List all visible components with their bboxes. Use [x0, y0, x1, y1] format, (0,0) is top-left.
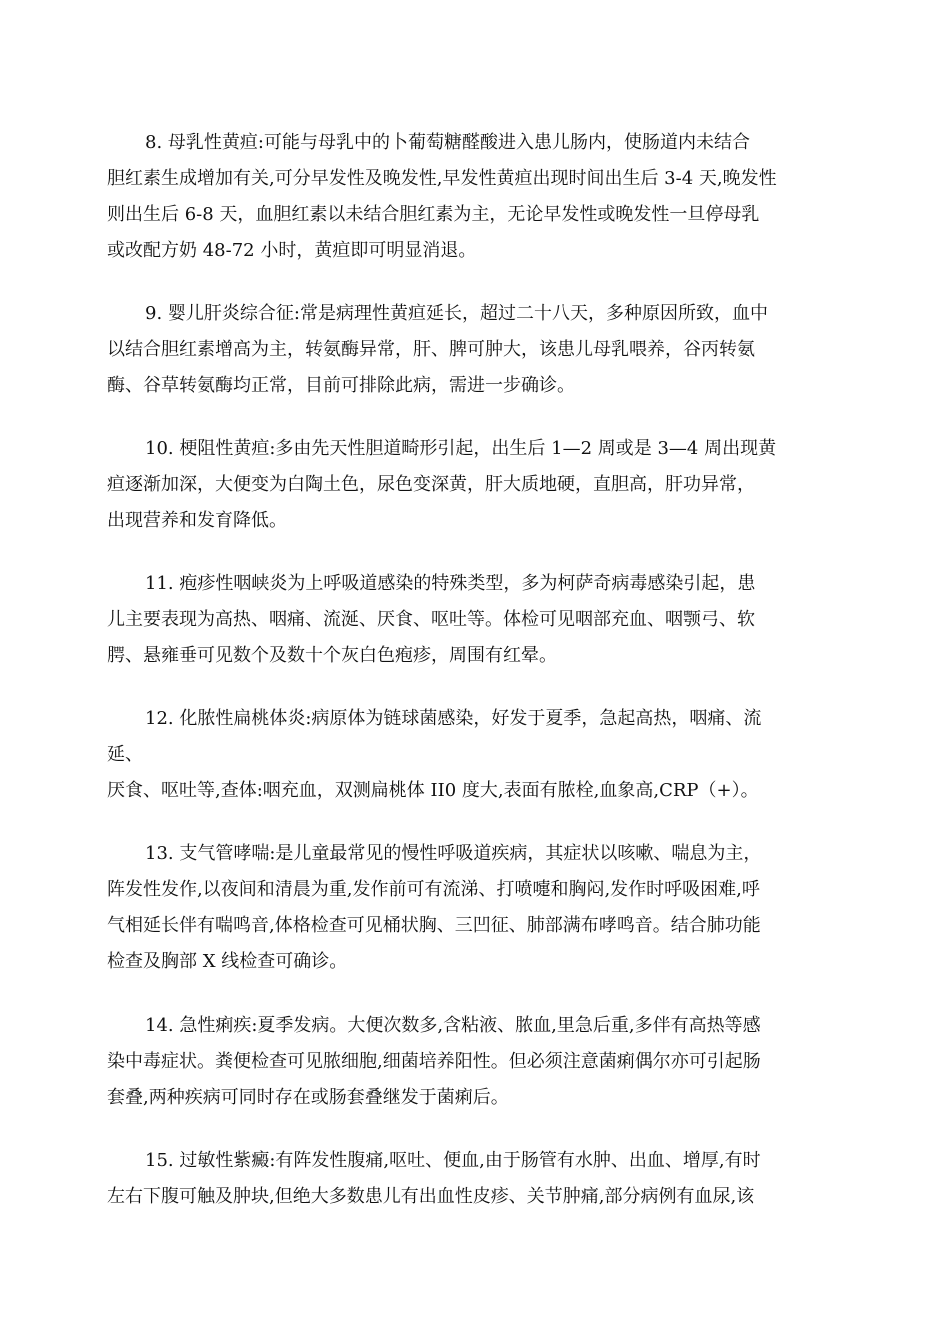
text-line: 检查及胸部 X 线检查可确诊。 [107, 951, 348, 972]
text-line: 气相延长伴有喘鸣音,体格检查可见桶状胸、三凹征、肺部满布哮鸣音。结合肺功能 [107, 915, 761, 936]
paragraph-14-acute-dysentery [107, 1008, 847, 1116]
text-line: 腭、悬雍垂可见数个及数十个灰白色疱疹，周围有红晕。 [107, 645, 557, 666]
text-line: 套叠,两种疾病可同时存在或肠套叠继发于菌痢后。 [107, 1087, 509, 1108]
paragraph-10-obstructive-jaundice [107, 431, 847, 539]
paragraph-12-suppurative-tonsillitis [107, 701, 847, 809]
paragraph-15-allergic-purpura [107, 1143, 847, 1215]
text-line: 10. 梗阻性黄疸:多由先天性胆道畸形引起，出生后 1—2 周或是 3—4 周出现黄 [145, 438, 777, 459]
text-line: 厌食、呕吐等,查体:咽充血，双测扁桃体 II0 度大,表面有脓栓,血象高,CRP（+）。 [107, 780, 759, 801]
text-line: 14. 急性痢疾:夏季发病。大便次数多,含粘液、脓血,里急后重,多伴有高热等感 [145, 1015, 761, 1036]
text-line: 疸逐渐加深，大便变为白陶土色，尿色变深黄，肝大质地硬，直胆高，肝功异常， [107, 474, 755, 495]
paragraph-8-breast-milk-jaundice [107, 125, 847, 269]
paragraph-9-infant-hepatitis [107, 296, 847, 404]
text-line: 8. 母乳性黄疸:可能与母乳中的卜葡萄糖醛酸进入患儿肠内，使肠道内未结合 [145, 132, 750, 153]
text-line: 儿主要表现为高热、咽痛、流涎、厌食、呕吐等。体检可见咽部充血、咽颚弓、软 [107, 609, 755, 630]
text-line: 出现营养和发育降低。 [107, 510, 287, 531]
text-line: 左右下腹可触及肿块,但绝大多数患儿有出血性皮疹、关节肿痛,部分病例有血尿,该 [107, 1186, 755, 1207]
paragraph-11-herpangina [107, 566, 847, 674]
text-line: 酶、谷草转氨酶均正常，目前可排除此病，需进一步确诊。 [107, 375, 575, 396]
text-line: 以结合胆红素增高为主，转氨酶异常，肝、脾可肿大，该患儿母乳喂养，谷丙转氨 [107, 339, 755, 360]
text-line: 或改配方奶 48-72 小时，黄疸即可明显消退。 [107, 240, 477, 261]
text-line: 9. 婴儿肝炎综合征:常是病理性黄疸延长，超过二十八天，多种原因所致，血中 [145, 303, 768, 324]
text-line: 12. 化脓性扁桃体炎:病原体为链球菌感染，好发于夏季，急起高热，咽痛、流 [145, 708, 762, 729]
text-line: 则出生后 6-8 天，血胆红素以未结合胆红素为主，无论早发性或晚发性一旦停母乳 [107, 204, 760, 225]
text-line: 胆红素生成增加有关,可分早发性及晚发性,早发性黄疸出现时间出生后 3-4 天,晚发性 [107, 168, 777, 189]
text-line: 13. 支气管哮喘:是儿童最常见的慢性呼吸道疾病，其症状以咳嗽、喘息为主， [145, 843, 762, 864]
text-line: 延、 [107, 744, 143, 765]
text-line: 11. 疱疹性咽峡炎为上呼吸道感染的特殊类型，多为柯萨奇病毒感染引起，患 [145, 573, 756, 594]
text-line: 阵发性发作,以夜间和清晨为重,发作前可有流涕、打喷嚏和胸闷,发作时呼吸困难,呼 [107, 879, 760, 900]
paragraph-13-bronchial-asthma [107, 836, 847, 980]
text-line: 染中毒症状。粪便检查可见脓细胞,细菌培养阳性。但必须注意菌痢偶尔亦可引起肠 [107, 1051, 761, 1072]
text-line: 15. 过敏性紫癜:有阵发性腹痛,呕吐、便血,由于肠管有水肿、出血、增厚,有时 [145, 1150, 761, 1171]
